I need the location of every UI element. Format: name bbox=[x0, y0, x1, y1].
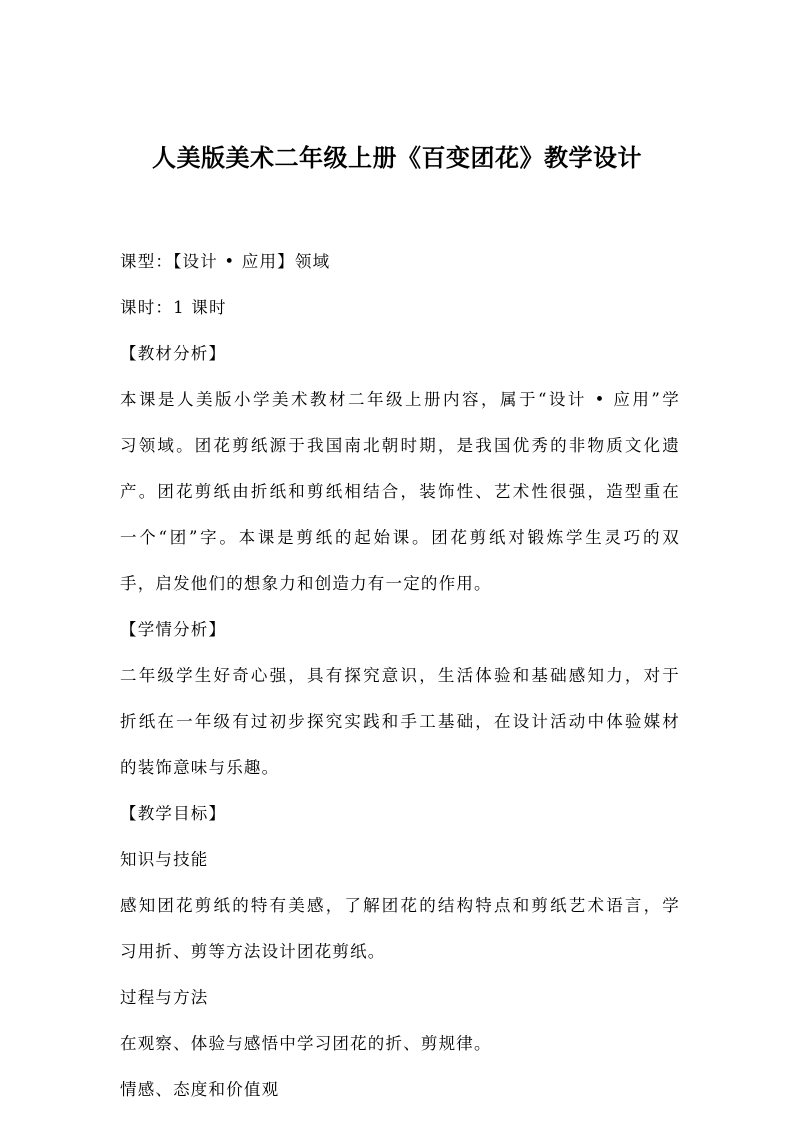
process-methods-text: 在观察、体验与感悟中学习团花的折、剪规律。 bbox=[120, 1034, 492, 1053]
paragraph-line: 本课是人美版小学美术教材二年级上册内容，属于“设计 • 应用”学 bbox=[120, 390, 680, 409]
paragraph-line: 产。团花剪纸由折纸和剪纸相结合，装饰性、艺术性很强，造型重在 bbox=[120, 482, 680, 501]
student-analysis-paragraph bbox=[120, 661, 680, 783]
document-title: 人美版美术二年级上册《百变团花》教学设计 bbox=[152, 144, 642, 172]
subheading-knowledge-skills: 知识与技能 bbox=[120, 850, 209, 869]
subheading-emotion-values: 情感、态度和价值观 bbox=[120, 1080, 280, 1099]
section-heading-textbook-analysis: 【教材分析】 bbox=[120, 344, 227, 363]
paragraph-line: 折纸在一年级有过初步探究实践和手工基础，在设计活动中体验媒材 bbox=[120, 712, 680, 731]
paragraph-line: 的装饰意味与乐趣。 bbox=[120, 758, 280, 777]
section-heading-student-analysis: 【学情分析】 bbox=[120, 620, 227, 639]
section-heading-teaching-goals: 【教学目标】 bbox=[120, 804, 227, 823]
paragraph-line: 一个“团”字。本课是剪纸的起始课。团花剪纸对锻炼学生灵巧的双 bbox=[120, 528, 680, 547]
lesson-hours: 课时：1 课时 bbox=[120, 298, 227, 317]
paragraph-line: 习领域。团花剪纸源于我国南北朝时期，是我国优秀的非物质文化遗 bbox=[120, 436, 680, 455]
paragraph-line: 二年级学生好奇心强，具有探究意识，生活体验和基础感知力，对于 bbox=[120, 666, 680, 685]
document-body bbox=[120, 247, 680, 1121]
textbook-analysis-paragraph bbox=[120, 385, 680, 599]
knowledge-skills-paragraph bbox=[120, 891, 680, 967]
subheading-process-methods: 过程与方法 bbox=[120, 988, 209, 1007]
paragraph-line: 感知团花剪纸的特有美感，了解团花的结构特点和剪纸艺术语言，学 bbox=[120, 896, 680, 915]
paragraph-line: 手，启发他们的想象力和创造力有一定的作用。 bbox=[120, 574, 492, 593]
lesson-type: 课型：【设计 • 应用】领域 bbox=[120, 252, 331, 271]
paragraph-line: 习用折、剪等方法设计团花剪纸。 bbox=[120, 942, 386, 961]
